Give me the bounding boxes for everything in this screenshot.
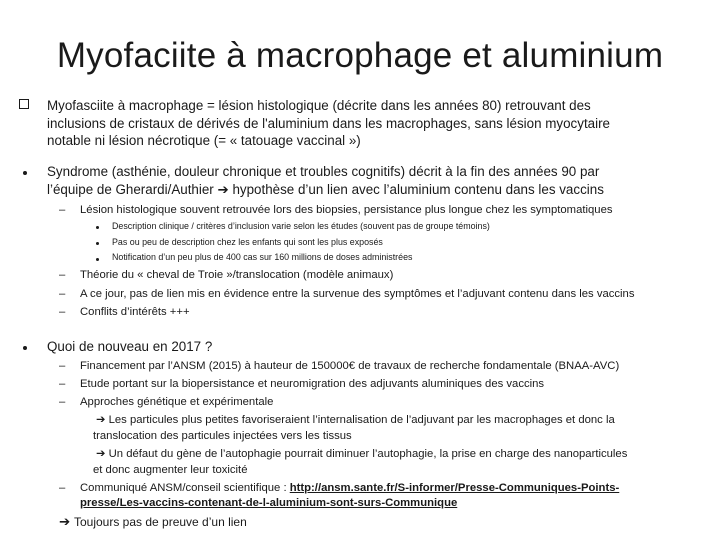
dash-marker: – <box>59 288 66 300</box>
bullet-1-line-3: notable ni lésion nécrotique (= « tatouage vaccinal ») <box>47 133 361 148</box>
final-conclusion-text: Toujours pas de preuve d’un lien <box>73 515 247 529</box>
bullet-3-sub-1: Financement par l’ANSM (2015) à hauteur de 150000€ de travaux de recherche fondamentale (BNAA-AVC) <box>80 360 620 372</box>
arrow-right-icon: ➔ <box>96 448 106 460</box>
bullet-2-sub-3: A ce jour, pas de lien mis en évidence entre la survenue des symptômes et l’adjuvant contenu dans les vaccins <box>80 288 635 300</box>
dash-marker: – <box>59 269 66 281</box>
final-conclusion <box>59 513 247 531</box>
bullet-3-sub-2: Etude portant sur la biopersistance et neuromigration des adjuvants aluminiques des vaccins <box>80 378 545 390</box>
bullet-2-line-2 <box>47 181 604 199</box>
bullet-3-heading: Quoi de nouveau en 2017 ? <box>47 339 213 354</box>
communique-label: Communiqué ANSM/conseil scientifique : <box>80 482 290 494</box>
small-dot-icon <box>96 226 99 229</box>
bullet-2-sub-1-item-3: Notification d’un peu plus de 400 cas sur 160 millions de doses administrées <box>112 252 413 262</box>
arrow-right-icon: ➔ <box>217 182 229 197</box>
bullet-3-arrow-a-line-2: translocation des particules injectées vers les tissus <box>93 430 352 442</box>
bullet-2-line-2-post: hypothèse d’un lien avec l’aluminium contenu dans les vaccins <box>232 182 604 197</box>
slide-title: Myofaciite à macrophage et aluminium <box>56 36 664 75</box>
bullet-3-sub-3: Approches génétique et expérimentale <box>80 396 274 408</box>
dash-marker: – <box>59 306 66 318</box>
dash-marker: – <box>59 204 66 216</box>
arrow-a-text: Les particules plus petites favoriseraient l’internalisation de l’adjuvant par les macrophages et donc la <box>108 414 615 426</box>
bullet-2-sub-1-item-1: Description clinique / critères d’inclusion varie selon les études (souvent pas de groupe témoins) <box>112 221 490 231</box>
bullet-3-arrow-a-line-1 <box>96 412 615 428</box>
bullet-2-sub-2: Théorie du « cheval de Troie »/translocation (modèle animaux) <box>80 269 394 281</box>
bullet-2-line-1: Syndrome (asthénie, douleur chronique et troubles cognitifs) décrit à la fin des années 90 par <box>47 164 600 179</box>
dash-marker: – <box>59 396 66 408</box>
arrow-b-text: Un défaut du gène de l’autophagie pourrait diminuer l’autophagie, la prise en charge des nanoparticules <box>108 448 628 460</box>
arrow-right-icon: ➔ <box>96 414 106 426</box>
bullet-3-arrow-b-line-1 <box>96 446 627 462</box>
bullet-2-sub-1-item-2: Pas ou peu de description chez les enfants qui sont les plus exposés <box>112 237 383 247</box>
bullet-2-sub-1: Lésion histologique souvent retrouvée lors des biopsies, persistance plus longue chez les symptomatiques <box>80 204 613 216</box>
bullet-3-arrow-b-line-2: et donc augmenter leur toxicité <box>93 464 248 476</box>
small-dot-icon <box>96 242 99 245</box>
bullet-2-line-2-pre: l’équipe de Gherardi/Authier <box>47 182 214 197</box>
dash-marker: – <box>59 360 66 372</box>
small-dot-icon <box>96 258 99 261</box>
bullet-1-line-2: inclusions de cristaux de dérivés de l'aluminium dans les macrophages, sans lésion myocytaire <box>47 116 611 131</box>
dash-marker: – <box>59 378 66 390</box>
bullet-dot-icon <box>23 171 27 175</box>
bullet-3-sub-4-line-2 <box>80 496 457 510</box>
ansm-link-continued[interactable]: presse/Les-vaccins-contenant-de-l-aluminium-sont-surs-Communique <box>80 497 458 509</box>
ansm-link[interactable]: http://ansm.sante.fr/S-informer/Presse-Communiques-Points- <box>289 482 620 494</box>
square-bullet-icon <box>19 99 29 109</box>
arrow-right-icon: ➔ <box>59 514 71 529</box>
bullet-1-line-1: Myofasciite à macrophage = lésion histologique (décrite dans les années 80) retrouvant des <box>47 98 591 113</box>
bullet-2-sub-4: Conflits d’intérêts +++ <box>80 306 190 318</box>
bullet-3-sub-4-line-1 <box>80 481 619 495</box>
dash-marker: – <box>59 482 66 494</box>
bullet-dot-icon <box>23 346 27 350</box>
